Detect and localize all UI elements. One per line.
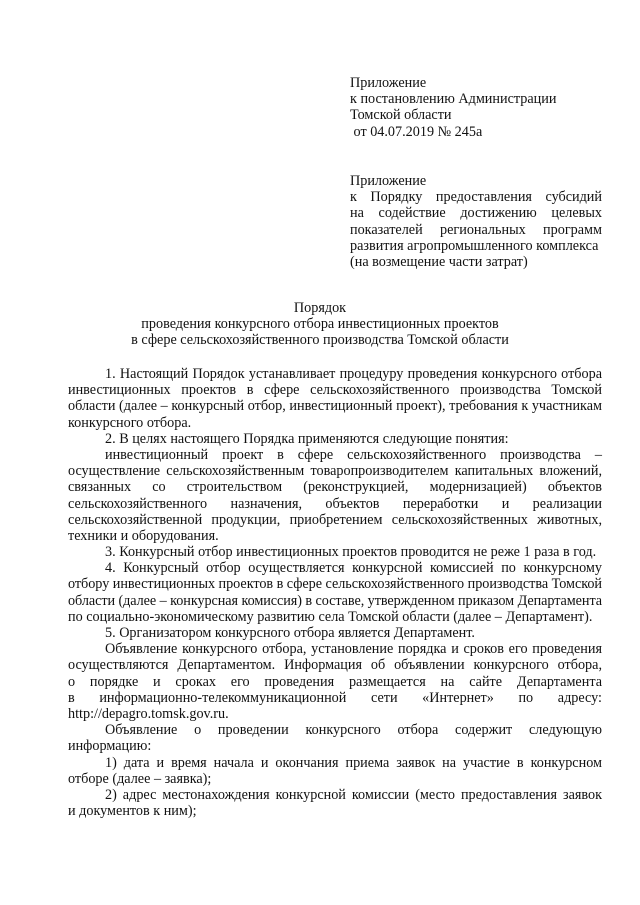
appendix-decree-line: от 04.07.2019 № 245а bbox=[350, 123, 483, 140]
body-line: 4. Конкурсный отбор осуществляется конкурсной комиссией по конкурсному bbox=[105, 560, 602, 577]
appendix-decree-header bbox=[350, 75, 600, 140]
body-line: о порядке и сроках его проведения размещается на сайте Департамента bbox=[68, 673, 602, 690]
body-line: в информационно-телекоммуникационной сети «Интернет» по адресу: bbox=[68, 689, 602, 706]
appendix-decree-line: Приложение bbox=[350, 75, 427, 91]
body-line: техники и оборудования. bbox=[68, 527, 219, 544]
body-line: отбору инвестиционных проектов в сфере сельскохозяйственного производства Томской bbox=[68, 576, 602, 593]
title-line: Порядок bbox=[293, 300, 347, 316]
body-line: http://depagro.tomsk.gov.ru. bbox=[68, 705, 229, 722]
body-line: 3. Конкурсный отбор инвестиционных проектов проводится не реже 1 раза в год. bbox=[105, 544, 597, 561]
appendix-procedure-line: на содействие достижению целевых bbox=[350, 205, 602, 222]
body-line: осуществляются Департаментом. Информация об объявлении конкурсного отбора, bbox=[68, 657, 602, 674]
body-line: конкурсного отбора. bbox=[68, 414, 192, 431]
body-line: Объявление конкурсного отбора, установление порядка и сроков его проведения bbox=[105, 641, 602, 658]
body-line: 2. В целях настоящего Порядка применяются следующие понятия: bbox=[105, 430, 509, 447]
appendix-decree-line: к постановлению Администрации bbox=[350, 91, 557, 108]
body-line: 2) адрес местонахождения конкурсной комиссии (место предоставления заявок bbox=[105, 786, 602, 803]
appendix-procedure-line: (на возмещение части затрат) bbox=[350, 254, 528, 271]
appendix-procedure-line: к Порядку предоставления субсидий bbox=[350, 189, 602, 206]
body-line: инвестиционных проектов в сфере сельскохозяйственного производства Томской bbox=[68, 382, 602, 399]
body-line: области (далее – конкурсная комиссия) в составе, утвержденном приказом Департамента bbox=[68, 592, 602, 609]
document-body bbox=[68, 366, 602, 819]
body-line: Объявление о проведении конкурсного отбора содержит следующую bbox=[105, 722, 602, 739]
body-line: осуществление сельскохозяйственным товаропроизводителем капитальных вложений, bbox=[68, 463, 602, 480]
body-line: 1. Настоящий Порядок устанавливает процедуру проведения конкурсного отбора bbox=[105, 366, 602, 382]
appendix-procedure-header bbox=[350, 173, 602, 270]
title-line: проведения конкурсного отбора инвестиционных проектов bbox=[141, 316, 499, 333]
body-line: 1) дата и время начала и окончания приема заявок на участие в конкурсном bbox=[105, 754, 602, 771]
body-line: связанных со строительством (реконструкцией, модернизацией) объектов bbox=[68, 479, 602, 496]
appendix-procedure-line: развития агропромышленного комплекса bbox=[350, 237, 599, 254]
body-line: сельскохозяйственного назначения, объектов переработки и реализации bbox=[68, 495, 602, 512]
body-line: области (далее – конкурсный отбор, инвестиционный проект), требования к участникам bbox=[68, 398, 602, 415]
body-line: инвестиционный проект в сфере сельскохозяйственного производства – bbox=[105, 446, 602, 463]
appendix-decree-line: Томской области bbox=[350, 107, 452, 124]
title-line: в сфере сельскохозяйственного производства Томской области bbox=[131, 332, 509, 349]
body-line: информацию: bbox=[68, 738, 152, 755]
document-title bbox=[0, 300, 640, 349]
body-line: сельскохозяйственной продукции, приобретением сельскохозяйственных животных, bbox=[68, 511, 602, 528]
body-line: отборе (далее – заявка); bbox=[68, 770, 212, 787]
body-line: по социально-экономическому развитию села Томской области (далее – Департамент). bbox=[68, 608, 593, 625]
body-line: 5. Организатором конкурсного отбора является Департамент. bbox=[105, 625, 475, 641]
appendix-procedure-line: Приложение bbox=[350, 173, 427, 189]
appendix-procedure-line: показателей региональных программ bbox=[350, 221, 602, 238]
body-line: и документов к ним); bbox=[68, 803, 197, 820]
